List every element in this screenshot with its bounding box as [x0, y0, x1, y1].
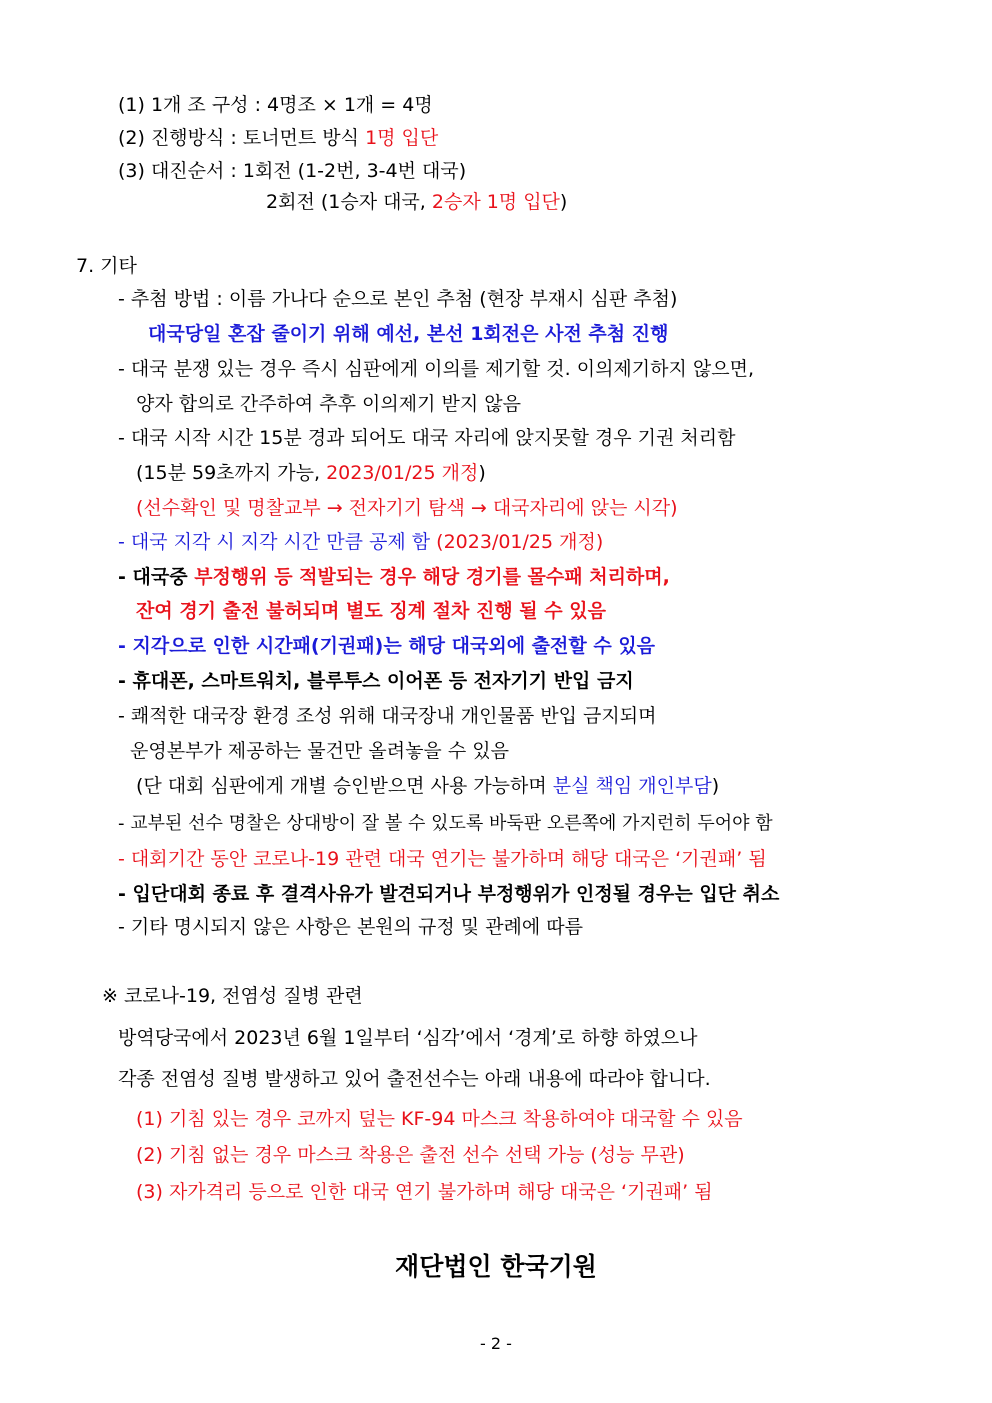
rule-covid-postpone: - 대회기간 동안 코로나-19 관련 대국 연기는 불가하며 해당 대국은 ‘기권패’ 됨 — [118, 848, 767, 870]
rule-belongings-note-text: (단 대회 심판에게 개별 승인받으면 사용 가능하며 — [136, 775, 553, 797]
rule-belongings-note-highlight: 분실 책임 개인부담 — [552, 775, 712, 797]
match-item-2-text: (2) 진행방식 : 토너먼트 방식 — [118, 127, 366, 149]
rule-late-note-text: (15분 59초까지 가능, — [136, 462, 327, 484]
rule-belongings-note — [136, 774, 719, 798]
round2-text: 2회전 (1승자 대국, — [266, 191, 432, 213]
covid-rule-2: (2) 기침 없는 경우 마스크 착용은 출전 선수 선택 가능 (성능 무관) — [136, 1144, 685, 1166]
rule-late-note — [136, 461, 486, 485]
match-item-3-round2 — [266, 190, 567, 214]
covid-para-1: 방역당국에서 2023년 6월 1일부터 ‘심각’에서 ‘경계’로 하향 하였으나 — [118, 1027, 698, 1049]
rule-cheating — [118, 565, 670, 589]
rule-seat-time: (선수확인 및 명찰교부 → 전자기기 탐색 → 대국자리에 앉는 시각) — [136, 497, 678, 519]
rule-lottery: - 추첨 방법 : 이름 가나다 순으로 본인 추첨 (현장 부재시 심판 추첨) — [118, 288, 678, 310]
match-item-2-highlight: 1명 입단 — [365, 127, 439, 149]
rule-dispute: - 대국 분쟁 있는 경우 즉시 심판에게 이의를 제기할 것. 이의제기하지 않으면, — [118, 358, 754, 380]
page-number: - 2 - — [480, 1334, 512, 1353]
rule-belongings: - 쾌적한 대국장 환경 조성 위해 대국장내 개인물품 반입 금지되며 — [118, 705, 657, 727]
rule-time-deduction — [118, 530, 603, 554]
organization-name: 재단법인 한국기원 — [395, 1252, 597, 1281]
rule-devices: - 휴대폰, 스마트워치, 블루투스 이어폰 등 전자기기 반입 금지 — [118, 670, 634, 692]
covid-para-2: 각종 전염성 질병 발생하고 있어 출전선수는 아래 내용에 따라야 합니다. — [118, 1068, 711, 1090]
rule-time-deduction-rev: (2023/01/25 개정) — [436, 531, 604, 553]
rule-cheating-lead: - 대국중 — [118, 566, 195, 588]
round2-close: ) — [559, 191, 568, 213]
rule-belongings-cont: 운영본부가 제공하는 물건만 올려놓을 수 있음 — [130, 740, 509, 762]
rule-dispute-cont: 양자 합의로 간주하여 추후 이의제기 받지 않음 — [136, 393, 521, 415]
rule-belongings-note-close: ) — [711, 775, 720, 797]
rule-time-loss: - 지각으로 인한 시간패(기권패)는 해당 대국외에 출전할 수 있음 — [118, 635, 656, 657]
rule-late-forfeit: - 대국 시작 시간 15분 경과 되어도 대국 자리에 앉지못할 경우 기권 처리함 — [118, 427, 736, 449]
match-item-2 — [118, 126, 438, 150]
rule-time-deduction-text: - 대국 지각 시 지각 시간 만큼 공제 함 — [118, 531, 437, 553]
covid-rule-3: (3) 자가격리 등으로 인한 대국 연기 불가하며 해당 대국은 ‘기권패’ 됨 — [136, 1181, 713, 1203]
rule-cheating-cont: 잔여 경기 출전 불허되며 별도 징계 절차 진행 될 수 있음 — [136, 600, 606, 622]
covid-heading: ※ 코로나-19, 전염성 질병 관련 — [102, 985, 363, 1007]
rule-late-note-close: ) — [478, 462, 486, 484]
rule-lottery-note: 대국당일 혼잡 줄이기 위해 예선, 본선 1회전은 사전 추첨 진행 — [148, 323, 669, 345]
rule-nametag: - 교부된 선수 명찰은 상대방이 잘 볼 수 있도록 바둑판 오른쪽에 가지런히 두어야 함 — [118, 813, 773, 834]
match-item-3: (3) 대진순서 : 1회전 (1-2번, 3-4번 대국) — [118, 160, 467, 182]
rule-cancel: - 입단대회 종료 후 결격사유가 발견되거나 부정행위가 인정될 경우는 입단 취소 — [118, 883, 780, 905]
rule-late-note-rev: 2023/01/25 개정 — [326, 462, 479, 484]
rule-cheating-text: 부정행위 등 적발되는 경우 해당 경기를 몰수패 처리하며, — [194, 566, 670, 588]
match-item-1: (1) 1개 조 구성 : 4명조 × 1개 = 4명 — [118, 94, 433, 116]
section-heading-etc: 7. 기타 — [76, 255, 137, 277]
rule-other: - 기타 명시되지 않은 사항은 본원의 규정 및 관례에 따름 — [118, 916, 584, 938]
covid-rule-1: (1) 기침 있는 경우 코까지 덮는 KF-94 마스크 착용하여야 대국할 수 있음 — [136, 1108, 743, 1130]
round2-highlight: 2승자 1명 입단 — [431, 191, 560, 213]
